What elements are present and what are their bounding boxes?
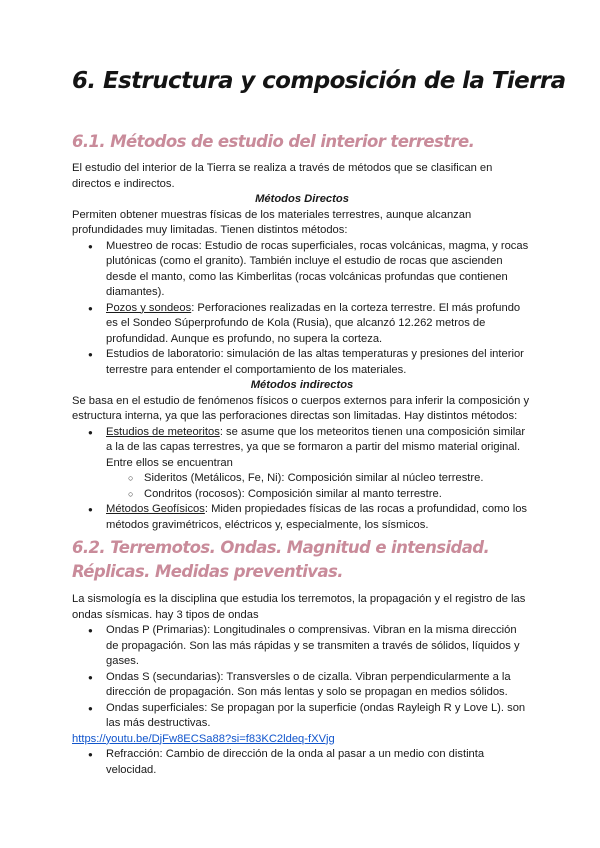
list-item: [72, 301, 532, 348]
item-label: Muestreo de rocas: [106, 239, 199, 252]
section-6-1-body: [72, 161, 532, 533]
intro-paragraph: El estudio del interior de la Tierra se realiza a través de métodos que se clasifican en directos e indirectos.: [72, 162, 493, 190]
direct-methods-list: [72, 239, 532, 379]
list-item: ● Refracción: Cambio de dirección de la onda al pasar a un medio con distinta velocidad.: [72, 747, 532, 778]
seismology-paragraph: La sismología es la disciplina que estudia los terremotos, la propagación y el registro de las ondas sísmicas. hay 3 tipos de ondas: [72, 593, 526, 621]
direct-methods-title: Métodos Directos: [255, 193, 349, 205]
list-item: [72, 239, 532, 301]
list-item: [72, 347, 532, 378]
list-item: [72, 502, 532, 533]
item-text: : Estudio de rocas superficiales, rocas volcánicas, magma, y rocas plutónicas (como el granito). También incluye el estudio de rocas que ascienden desde el manto, como las Kimberlitas (rocas volcánicas profundas que contienen diamantes).: [106, 239, 529, 298]
direct-methods-paragraph: Permiten obtener muestras físicas de los materiales terrestres, aunque alcanzan profundidades muy limitadas. Tienen distintos métodos:: [72, 208, 472, 236]
sub-list-item: ○ Condritos (rocosos): Composición similar al manto terrestre.: [72, 487, 532, 503]
list-item: ● Ondas S (secundarias): Transversles o de cizalla. Vibran perpendicularmente a la dirección de propagación. Son más lentas y solo se propagan en medios sólidos.: [72, 670, 532, 701]
item-label: Estudios de meteoritos: [106, 425, 220, 438]
wave-phenomena-list: [72, 747, 532, 778]
list-item: ● Ondas P (Primarias): Longitudinales o comprensivas. Vibran en la misma dirección de propagación. Son las más rápidas y se transmiten a través de sólidos, líquidos y gases.: [72, 623, 532, 670]
item-text: : se asume que los meteoritos tienen una composición similar a la de las capas terrestres, ya que se formaron a partir del mismo material original. Entre ellos se encuentran: [106, 425, 526, 469]
item-label: Métodos Geofísicos: [106, 503, 205, 515]
sub-list-item: ○ Sideritos (Metálicos, Fe, Ni): Composición similar al núcleo terrestre.: [72, 471, 532, 487]
item-label: Pozos y sondeos: [106, 301, 192, 314]
indirect-methods-title: Métodos indirectos: [250, 379, 354, 391]
wave-types-list: [72, 623, 532, 732]
list-item: [72, 425, 532, 472]
item-text: : simulación de las altas temperaturas y presiones del interior terrestre para entender el comportamiento de los materiales.: [106, 348, 524, 376]
section-heading-6-2: 6.2. Terremotos. Ondas. Magnitud e intensidad. Réplicas. Medidas preventivas.: [72, 538, 490, 581]
item-text: : Miden propiedades físicas de las rocas a profundidad, como los métodos gravimétricos, eléctricos y, especialmente, los sísmicos.: [106, 503, 528, 531]
list-item: ● Ondas superficiales: Se propagan por la superficie (ondas Rayleigh R y Love L). son las más destructivas.: [72, 701, 532, 732]
youtube-link[interactable]: https://youtu.be/DjFw8ECSa88?si=f83KC2ldeq-fXVjg: [72, 732, 335, 745]
item-label: Estudios de laboratorio: [106, 348, 221, 360]
section-6-2-body: [72, 592, 532, 778]
page-title: 6. Estructura y composición de la Tierra: [72, 68, 566, 94]
indirect-methods-list: [72, 425, 532, 534]
indirect-methods-paragraph: Se basa en el estudio de fenómenos físicos o cuerpos externos para inferir la composición y estructura interna, ya que las perforaciones directas son limitadas. Hay distintos métodos:: [72, 394, 530, 422]
section-heading-6-1: 6.1. Métodos de estudio del interior terrestre.: [72, 132, 475, 151]
item-text: : Perforaciones realizadas en la corteza terrestre. El más profundo es el Sondeo Súperprofundo de Kola (Rusia), que alcanzó 12.262 metros de profundidad. Aunque es profundo, no supera la corteza.: [106, 301, 521, 345]
